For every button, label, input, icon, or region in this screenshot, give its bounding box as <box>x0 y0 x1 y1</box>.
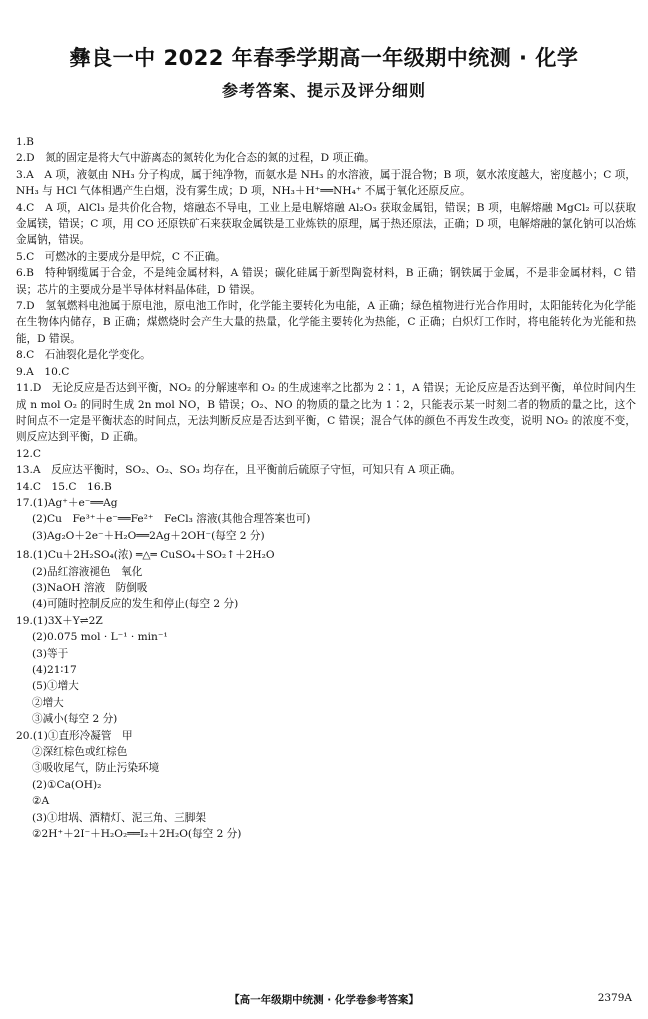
answer-3: 3.A A 项，液氨由 NH₃ 分子构成，属于纯净物，而氨水是 NH₃ 的水溶液，属于混合物；B 项，氨水浓度越大，密度越小；C 项，NH₃ 与 HCl 气体相遇产生白烟，没有雾生成；D 项，NH₃＋H⁺══NH₄⁺ 不属于氧化还原反应。 <box>16 168 636 198</box>
answer-20-line: (3)①坩埚、酒精灯、泥三角、三脚架 <box>32 811 206 824</box>
answer-12: 12.C <box>16 447 41 460</box>
answer-4: 4.C A 项，AlCl₃ 是共价化合物，熔融态不导电，工业上是电解熔融 Al₂O₃ 获取金属铝，错误；B 项，电解熔融 MgCl₂ 可以获取金属镁，错误；C 项，用 CO 还原铁矿石来获取金属铁是工业炼铁的原理，属于热还原法，正确；D 项，电解熔融的氯化钠可以冶炼金属钠，错误。 <box>16 201 636 247</box>
answer-11: 11.D 无论反应是否达到平衡，NO₂ 的分解速率和 O₂ 的生成速率之比都为 2∶1，A 错误；无论反应是否达到平衡，单位时间内生成 n mol O₂ 的同时生成 2n mol NO，B 错误；O₂、NO 的物质的量之比为 1∶2，只能表示某一时刻二者的物质的量之比，这个时间点不一定是平衡状态的时间点，无法判断反应是否达到平衡，C 错误；混合气体的颜色不再发生改变，说明 NO₂ 的浓度不变，则反应达到平衡，D 正确。 <box>16 382 636 444</box>
answer-18-line: (4)可随时控制反应的发生和停止(每空 2 分) <box>32 598 239 611</box>
answer-20-line: ②2H⁺＋2I⁻＋H₂O₂══I₂＋2H₂O(每空 2 分) <box>32 828 242 841</box>
answer-19-line: ③减小(每空 2 分) <box>32 713 118 726</box>
answer-20-line: (2)①Ca(OH)₂ <box>32 778 102 791</box>
answer-20-line: ③吸收尾气，防止污染环境 <box>32 762 160 775</box>
answer-19-line: (5)①增大 <box>32 680 79 693</box>
answer-20-line: 20.(1)①直形冷凝管 甲 <box>16 729 133 742</box>
answer-5: 5.C 可燃冰的主要成分是甲烷，C 不正确。 <box>16 250 226 263</box>
answer-18-line: 18.(1)Cu＋2H₂SO₄(浓) ═△═ CuSO₄＋SO₂↑＋2H₂O <box>16 549 275 562</box>
answer-17-line: (3)Ag₂O＋2e⁻＋H₂O══2Ag＋2OH⁻(每空 2 分) <box>32 529 265 542</box>
answer-19-line: ②增大 <box>32 696 64 709</box>
answer-18-line: (2)品红溶液褪色 氧化 <box>32 565 143 578</box>
answer-19-line: (4)21∶17 <box>32 664 77 676</box>
answer-14-16: 14.C 15.C 16.B <box>16 480 112 493</box>
page-title: 彝良一中 2022 年春季学期高一年级期中统测 · 化学 <box>69 46 579 70</box>
page-subtitle: 参考答案、提示及评分细则 <box>221 81 426 100</box>
answer-20-line: ②A <box>32 795 50 808</box>
answer-1: 1.B <box>16 136 34 148</box>
answer-19-line: (3)等于 <box>32 647 69 660</box>
answer-9-10: 9.A 10.C <box>16 365 70 378</box>
answer-8: 8.C 石油裂化是化学变化。 <box>16 349 151 362</box>
answer-19-line: (2)0.075 mol · L⁻¹ · min⁻¹ <box>32 631 168 644</box>
answer-17-line: (2)Cu Fe³⁺＋e⁻══Fe²⁺ FeCl₃ 溶液(其他合理答案也可) <box>32 513 311 526</box>
answer-list <box>16 134 636 842</box>
footer-label: 【高一年级期中统测 · 化学卷参考答案】 <box>229 994 419 1006</box>
answer-7: 7.D 氢氧燃料电池属于原电池，原电池工作时，化学能主要转化为电能，A 正确；绿色植物进行光合作用时，太阳能转化为化学能在生物体内储存，B 正确；煤燃烧时会产生大量的热量，化学能主要转化为热能，C 正确；白炽灯工作时，将电能转化为光能和热能，D 错误。 <box>16 300 636 345</box>
answer-17-line: 17.(1)Ag⁺＋e⁻══Ag <box>16 496 118 509</box>
document-code: 2379A <box>597 992 632 1004</box>
answer-6: 6.B 特种钢缆属于合金，不是纯金属材料，A 错误；碳化硅属于新型陶瓷材料，B 正确；钢铁属于金属，不是非金属材料，C 错误；芯片的主要成分是半导体材料晶体硅，D 错误。 <box>16 267 636 296</box>
answer-19-line: 19.(1)3X＋Y⇌2Z <box>16 614 103 627</box>
answer-13: 13.A 反应达平衡时，SO₂、O₂、SO₃ 均存在，且平衡前后硫原子守恒，可知只有 A 项正确。 <box>16 464 462 477</box>
answer-2: 2.D 氮的固定是将大气中游离态的氮转化为化合态的氮的过程，D 项正确。 <box>16 152 375 165</box>
answer-18-line: (3)NaOH 溶液 防倒吸 <box>32 581 148 594</box>
answer-20-line: ②深红棕色或红棕色 <box>32 746 128 759</box>
